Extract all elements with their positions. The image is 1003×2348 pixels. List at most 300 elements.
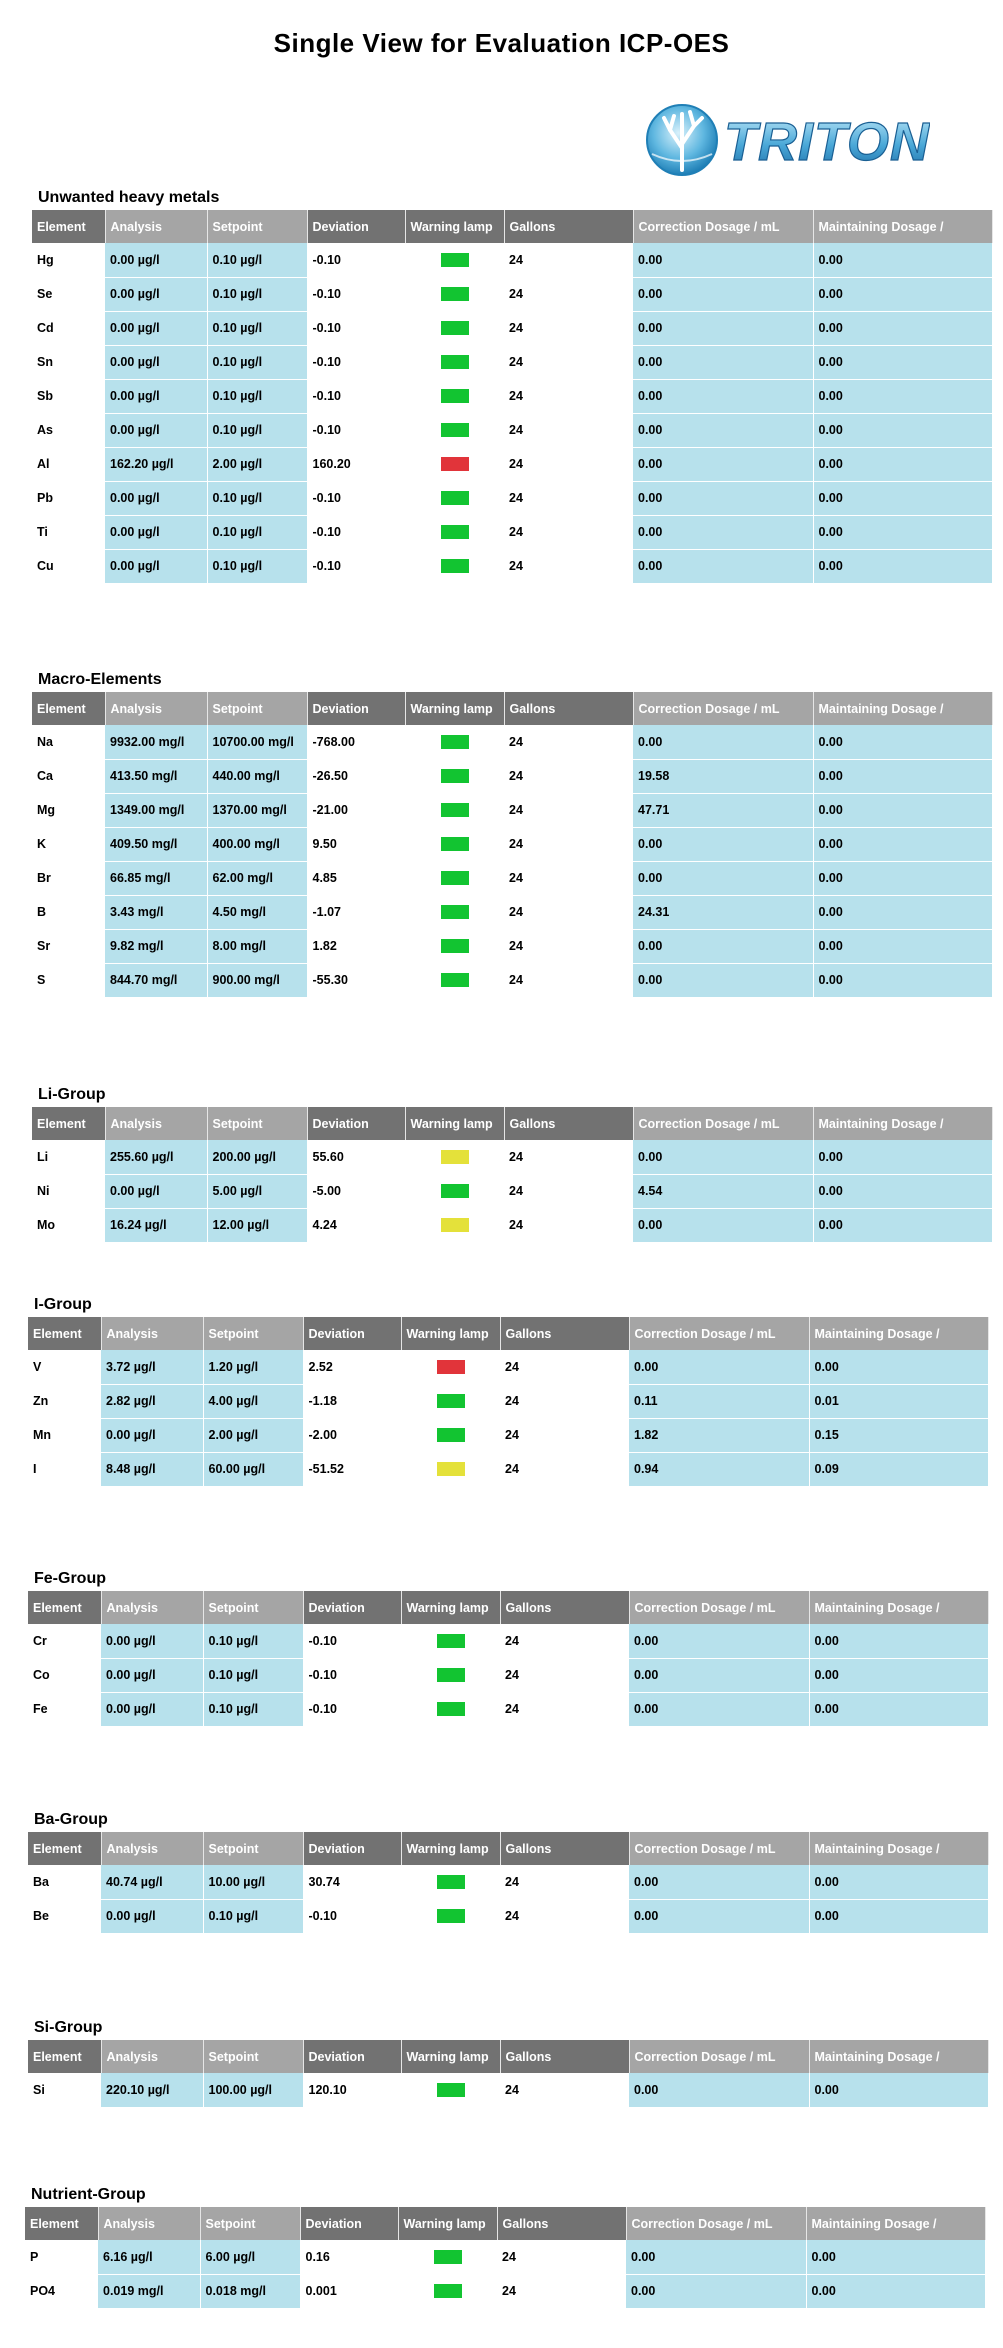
header-analysis: Analysis <box>105 692 207 725</box>
warning-lamp-cell <box>401 1418 500 1452</box>
warning-lamp-green <box>441 939 469 953</box>
warning-lamp-cell <box>401 1692 500 1726</box>
warning-lamp-cell <box>405 345 504 379</box>
warning-lamp-green <box>441 803 469 817</box>
element-cell: Sn <box>32 345 105 379</box>
element-cell: Ba <box>28 1865 101 1899</box>
table-row <box>32 413 992 447</box>
correction-dosage-cell: 0.00 <box>629 1658 809 1692</box>
table-row <box>28 1899 988 1933</box>
header-setpoint: Setpoint <box>203 1591 303 1624</box>
warning-lamp-cell <box>401 2073 500 2107</box>
element-cell: Ni <box>32 1174 105 1208</box>
table-header-row <box>28 1591 988 1624</box>
correction-dosage-cell: 0.00 <box>633 447 813 481</box>
deviation-cell: -55.30 <box>307 963 405 997</box>
warning-lamp-green <box>441 1184 469 1198</box>
maintaining-dosage-cell: 0.00 <box>813 895 992 929</box>
maintaining-dosage-cell: 0.00 <box>813 277 992 311</box>
section-nutrient-group <box>25 2183 985 2309</box>
header-gallons: Gallons <box>500 1317 629 1350</box>
setpoint-cell: 0.10 µg/l <box>207 481 307 515</box>
header-warning-lamp: Warning lamp <box>401 1832 500 1865</box>
element-cell: As <box>32 413 105 447</box>
triton-logo <box>640 96 930 182</box>
setpoint-cell: 100.00 µg/l <box>203 2073 303 2107</box>
gallons-cell: 24 <box>504 447 633 481</box>
warning-lamp-cell <box>405 243 504 277</box>
warning-lamp-green <box>437 1909 465 1923</box>
header-correction-dosage: Correction Dosage / mL <box>633 692 813 725</box>
element-cell: Zn <box>28 1384 101 1418</box>
setpoint-cell: 10700.00 mg/l <box>207 725 307 759</box>
header-deviation: Deviation <box>307 692 405 725</box>
warning-lamp-green <box>441 905 469 919</box>
correction-dosage-cell: 0.00 <box>633 345 813 379</box>
section-si-group <box>28 2016 988 2108</box>
element-cell: Be <box>28 1899 101 1933</box>
header-maintaining-dosage: Maintaining Dosage / <box>806 2207 985 2240</box>
section-title: Fe-Group <box>34 1570 106 1587</box>
warning-lamp-cell <box>405 379 504 413</box>
analysis-cell: 6.16 µg/l <box>98 2240 200 2274</box>
element-table <box>28 1832 989 1934</box>
header-maintaining-dosage: Maintaining Dosage / <box>809 1591 988 1624</box>
setpoint-cell: 0.10 µg/l <box>207 515 307 549</box>
table-row <box>32 277 992 311</box>
gallons-cell: 24 <box>500 1350 629 1384</box>
gallons-cell: 24 <box>500 1865 629 1899</box>
deviation-cell: 2.52 <box>303 1350 401 1384</box>
correction-dosage-cell: 0.00 <box>633 827 813 861</box>
element-cell: Ca <box>32 759 105 793</box>
header-element: Element <box>32 1107 105 1140</box>
gallons-cell: 24 <box>504 963 633 997</box>
setpoint-cell: 6.00 µg/l <box>200 2240 300 2274</box>
gallons-cell: 24 <box>500 1452 629 1486</box>
correction-dosage-cell: 0.00 <box>633 413 813 447</box>
header-maintaining-dosage: Maintaining Dosage / <box>809 1832 988 1865</box>
warning-lamp-green <box>437 1634 465 1648</box>
maintaining-dosage-cell: 0.00 <box>813 481 992 515</box>
warning-lamp-green <box>441 321 469 335</box>
gallons-cell: 24 <box>500 1692 629 1726</box>
warning-lamp-cell <box>405 861 504 895</box>
header-gallons: Gallons <box>500 2040 629 2073</box>
gallons-cell: 24 <box>500 1624 629 1658</box>
setpoint-cell: 1370.00 mg/l <box>207 793 307 827</box>
element-cell: Sb <box>32 379 105 413</box>
correction-dosage-cell: 19.58 <box>633 759 813 793</box>
setpoint-cell: 400.00 mg/l <box>207 827 307 861</box>
maintaining-dosage-cell: 0.00 <box>813 1208 992 1242</box>
maintaining-dosage-cell: 0.00 <box>813 243 992 277</box>
table-row <box>32 827 992 861</box>
warning-lamp-green <box>441 837 469 851</box>
setpoint-cell: 2.00 µg/l <box>203 1418 303 1452</box>
deviation-cell: -0.10 <box>307 481 405 515</box>
gallons-cell: 24 <box>497 2240 626 2274</box>
maintaining-dosage-cell: 0.00 <box>813 827 992 861</box>
header-warning-lamp: Warning lamp <box>401 2040 500 2073</box>
correction-dosage-cell: 0.00 <box>629 1350 809 1384</box>
table-row <box>28 1624 988 1658</box>
deviation-cell: 9.50 <box>307 827 405 861</box>
table-row <box>32 345 992 379</box>
table-row <box>32 549 992 583</box>
maintaining-dosage-cell: 0.09 <box>809 1452 988 1486</box>
maintaining-dosage-cell: 0.00 <box>813 963 992 997</box>
table-row <box>25 2240 985 2274</box>
analysis-cell: 0.019 mg/l <box>98 2274 200 2308</box>
gallons-cell: 24 <box>500 2073 629 2107</box>
table-row <box>28 1865 988 1899</box>
analysis-cell: 0.00 µg/l <box>105 549 207 583</box>
header-correction-dosage: Correction Dosage / mL <box>626 2207 806 2240</box>
table-row <box>32 481 992 515</box>
table-row <box>32 963 992 997</box>
setpoint-cell: 0.10 µg/l <box>203 1899 303 1933</box>
warning-lamp-green <box>441 559 469 573</box>
gallons-cell: 24 <box>497 2274 626 2308</box>
header-setpoint: Setpoint <box>203 2040 303 2073</box>
header-correction-dosage: Correction Dosage / mL <box>629 1832 809 1865</box>
gallons-cell: 24 <box>500 1899 629 1933</box>
correction-dosage-cell: 0.94 <box>629 1452 809 1486</box>
header-analysis: Analysis <box>101 1591 203 1624</box>
element-cell: Co <box>28 1658 101 1692</box>
setpoint-cell: 4.50 mg/l <box>207 895 307 929</box>
header-analysis: Analysis <box>101 2040 203 2073</box>
gallons-cell: 24 <box>504 827 633 861</box>
setpoint-cell: 1.20 µg/l <box>203 1350 303 1384</box>
header-deviation: Deviation <box>303 1591 401 1624</box>
table-row <box>32 379 992 413</box>
correction-dosage-cell: 0.00 <box>633 929 813 963</box>
header-deviation: Deviation <box>307 1107 405 1140</box>
deviation-cell: -0.10 <box>303 1658 401 1692</box>
deviation-cell: -2.00 <box>303 1418 401 1452</box>
correction-dosage-cell: 0.00 <box>629 1692 809 1726</box>
table-row <box>32 725 992 759</box>
table-row <box>32 895 992 929</box>
table-row <box>32 1140 992 1174</box>
deviation-cell: -51.52 <box>303 1452 401 1486</box>
warning-lamp-cell <box>405 725 504 759</box>
correction-dosage-cell: 0.00 <box>633 311 813 345</box>
setpoint-cell: 60.00 µg/l <box>203 1452 303 1486</box>
logo-text: TRITON <box>724 112 930 172</box>
analysis-cell: 0.00 µg/l <box>105 481 207 515</box>
analysis-cell: 40.74 µg/l <box>101 1865 203 1899</box>
warning-lamp-cell <box>401 1658 500 1692</box>
table-row <box>32 793 992 827</box>
maintaining-dosage-cell: 0.01 <box>809 1384 988 1418</box>
setpoint-cell: 0.10 µg/l <box>207 413 307 447</box>
setpoint-cell: 62.00 mg/l <box>207 861 307 895</box>
maintaining-dosage-cell: 0.00 <box>813 379 992 413</box>
element-cell: Fe <box>28 1692 101 1726</box>
warning-lamp-cell <box>405 1140 504 1174</box>
header-warning-lamp: Warning lamp <box>401 1591 500 1624</box>
section-title: Nutrient-Group <box>31 2186 146 2203</box>
warning-lamp-cell <box>405 759 504 793</box>
setpoint-cell: 0.018 mg/l <box>200 2274 300 2308</box>
warning-lamp-cell <box>401 1865 500 1899</box>
setpoint-cell: 0.10 µg/l <box>207 379 307 413</box>
header-maintaining-dosage: Maintaining Dosage / <box>813 1107 992 1140</box>
warning-lamp-yellow <box>437 1462 465 1476</box>
warning-lamp-cell <box>401 1384 500 1418</box>
table-header-row <box>32 692 992 725</box>
warning-lamp-green <box>437 1394 465 1408</box>
deviation-cell: -1.07 <box>307 895 405 929</box>
section-title: I-Group <box>34 1296 92 1313</box>
maintaining-dosage-cell: 0.00 <box>813 549 992 583</box>
warning-lamp-cell <box>405 1208 504 1242</box>
deviation-cell: -0.10 <box>303 1899 401 1933</box>
maintaining-dosage-cell: 0.00 <box>809 2073 988 2107</box>
header-element: Element <box>28 1317 101 1350</box>
maintaining-dosage-cell: 0.00 <box>809 1658 988 1692</box>
section-i-group <box>28 1293 988 1487</box>
deviation-cell: -0.10 <box>307 549 405 583</box>
correction-dosage-cell: 0.00 <box>633 379 813 413</box>
element-cell: Cu <box>32 549 105 583</box>
warning-lamp-red <box>441 457 469 471</box>
maintaining-dosage-cell: 0.00 <box>813 1174 992 1208</box>
header-maintaining-dosage: Maintaining Dosage / <box>813 210 992 243</box>
analysis-cell: 3.72 µg/l <box>101 1350 203 1384</box>
setpoint-cell: 0.10 µg/l <box>207 277 307 311</box>
section-macro-elements <box>32 668 992 998</box>
correction-dosage-cell: 0.00 <box>629 2073 809 2107</box>
maintaining-dosage-cell: 0.00 <box>806 2274 985 2308</box>
section-title: Ba-Group <box>34 1811 108 1828</box>
header-correction-dosage: Correction Dosage / mL <box>633 210 813 243</box>
element-cell: Hg <box>32 243 105 277</box>
warning-lamp-cell <box>405 447 504 481</box>
header-maintaining-dosage: Maintaining Dosage / <box>809 2040 988 2073</box>
element-table <box>25 2207 986 2309</box>
warning-lamp-cell <box>405 311 504 345</box>
warning-lamp-cell <box>405 549 504 583</box>
section-title: Li-Group <box>38 1086 106 1103</box>
table-header-row <box>32 1107 992 1140</box>
header-element: Element <box>28 1832 101 1865</box>
warning-lamp-green <box>441 253 469 267</box>
analysis-cell: 0.00 µg/l <box>101 1899 203 1933</box>
maintaining-dosage-cell: 0.00 <box>813 929 992 963</box>
header-maintaining-dosage: Maintaining Dosage / <box>809 1317 988 1350</box>
warning-lamp-green <box>441 871 469 885</box>
table-row <box>28 1658 988 1692</box>
header-warning-lamp: Warning lamp <box>405 692 504 725</box>
correction-dosage-cell: 0.00 <box>626 2274 806 2308</box>
gallons-cell: 24 <box>500 1384 629 1418</box>
header-warning-lamp: Warning lamp <box>405 210 504 243</box>
header-setpoint: Setpoint <box>207 1107 307 1140</box>
analysis-cell: 220.10 µg/l <box>101 2073 203 2107</box>
element-cell: Al <box>32 447 105 481</box>
setpoint-cell: 0.10 µg/l <box>207 311 307 345</box>
warning-lamp-cell <box>401 1899 500 1933</box>
header-gallons: Gallons <box>497 2207 626 2240</box>
analysis-cell: 162.20 µg/l <box>105 447 207 481</box>
warning-lamp-cell <box>405 277 504 311</box>
warning-lamp-green <box>437 2083 465 2097</box>
correction-dosage-cell: 0.00 <box>633 963 813 997</box>
correction-dosage-cell: 0.00 <box>633 1140 813 1174</box>
maintaining-dosage-cell: 0.15 <box>809 1418 988 1452</box>
table-row <box>28 1452 988 1486</box>
deviation-cell: 0.001 <box>300 2274 398 2308</box>
deviation-cell: 30.74 <box>303 1865 401 1899</box>
correction-dosage-cell: 0.00 <box>633 1208 813 1242</box>
warning-lamp-green <box>441 525 469 539</box>
header-correction-dosage: Correction Dosage / mL <box>629 2040 809 2073</box>
element-table <box>32 1107 993 1243</box>
setpoint-cell: 12.00 µg/l <box>207 1208 307 1242</box>
setpoint-cell: 8.00 mg/l <box>207 929 307 963</box>
setpoint-cell: 10.00 µg/l <box>203 1865 303 1899</box>
gallons-cell: 24 <box>504 413 633 447</box>
correction-dosage-cell: 0.00 <box>633 481 813 515</box>
table-header-row <box>28 2040 988 2073</box>
warning-lamp-cell <box>405 929 504 963</box>
analysis-cell: 409.50 mg/l <box>105 827 207 861</box>
warning-lamp-green <box>441 973 469 987</box>
table-row <box>28 2073 988 2107</box>
element-cell: Mn <box>28 1418 101 1452</box>
header-analysis: Analysis <box>101 1832 203 1865</box>
element-cell: Mg <box>32 793 105 827</box>
header-element: Element <box>25 2207 98 2240</box>
warning-lamp-cell <box>405 827 504 861</box>
header-gallons: Gallons <box>500 1832 629 1865</box>
deviation-cell: 1.82 <box>307 929 405 963</box>
deviation-cell: -0.10 <box>307 379 405 413</box>
correction-dosage-cell: 0.00 <box>629 1899 809 1933</box>
element-table <box>32 210 993 584</box>
warning-lamp-yellow <box>441 1150 469 1164</box>
element-table <box>28 1591 989 1727</box>
setpoint-cell: 2.00 µg/l <box>207 447 307 481</box>
header-correction-dosage: Correction Dosage / mL <box>629 1317 809 1350</box>
correction-dosage-cell: 0.00 <box>633 861 813 895</box>
table-row <box>32 929 992 963</box>
element-cell: Sr <box>32 929 105 963</box>
warning-lamp-green <box>441 355 469 369</box>
analysis-cell: 0.00 µg/l <box>101 1692 203 1726</box>
maintaining-dosage-cell: 0.00 <box>809 1899 988 1933</box>
coral-globe-icon <box>640 96 930 182</box>
header-deviation: Deviation <box>303 2040 401 2073</box>
setpoint-cell: 0.10 µg/l <box>203 1692 303 1726</box>
gallons-cell: 24 <box>500 1418 629 1452</box>
analysis-cell: 0.00 µg/l <box>101 1658 203 1692</box>
analysis-cell: 2.82 µg/l <box>101 1384 203 1418</box>
warning-lamp-cell <box>405 515 504 549</box>
maintaining-dosage-cell: 0.00 <box>813 759 992 793</box>
gallons-cell: 24 <box>504 929 633 963</box>
analysis-cell: 0.00 µg/l <box>105 277 207 311</box>
header-gallons: Gallons <box>504 1107 633 1140</box>
analysis-cell: 0.00 µg/l <box>105 345 207 379</box>
warning-lamp-green <box>437 1875 465 1889</box>
table-row <box>25 2274 985 2308</box>
warning-lamp-cell <box>401 1452 500 1486</box>
maintaining-dosage-cell: 0.00 <box>813 861 992 895</box>
warning-lamp-cell <box>405 793 504 827</box>
element-cell: Pb <box>32 481 105 515</box>
deviation-cell: -0.10 <box>303 1692 401 1726</box>
header-deviation: Deviation <box>300 2207 398 2240</box>
deviation-cell: 4.24 <box>307 1208 405 1242</box>
analysis-cell: 8.48 µg/l <box>101 1452 203 1486</box>
deviation-cell: 0.16 <box>300 2240 398 2274</box>
header-analysis: Analysis <box>105 210 207 243</box>
gallons-cell: 24 <box>504 725 633 759</box>
element-cell: K <box>32 827 105 861</box>
warning-lamp-cell <box>398 2274 497 2308</box>
page-title: Single View for Evaluation ICP-OES <box>273 28 730 58</box>
gallons-cell: 24 <box>504 1208 633 1242</box>
header-setpoint: Setpoint <box>203 1317 303 1350</box>
correction-dosage-cell: 0.00 <box>629 1624 809 1658</box>
deviation-cell: -0.10 <box>307 413 405 447</box>
element-cell: Ti <box>32 515 105 549</box>
table-row <box>32 1208 992 1242</box>
setpoint-cell: 200.00 µg/l <box>207 1140 307 1174</box>
header-deviation: Deviation <box>303 1832 401 1865</box>
gallons-cell: 24 <box>504 515 633 549</box>
maintaining-dosage-cell: 0.00 <box>809 1350 988 1384</box>
header-setpoint: Setpoint <box>207 210 307 243</box>
analysis-cell: 255.60 µg/l <box>105 1140 207 1174</box>
header-warning-lamp: Warning lamp <box>398 2207 497 2240</box>
warning-lamp-cell <box>398 2240 497 2274</box>
analysis-cell: 0.00 µg/l <box>101 1418 203 1452</box>
gallons-cell: 24 <box>504 861 633 895</box>
warning-lamp-green <box>441 389 469 403</box>
analysis-cell: 9.82 mg/l <box>105 929 207 963</box>
maintaining-dosage-cell: 0.00 <box>813 515 992 549</box>
section-fe-group <box>28 1567 988 1727</box>
deviation-cell: -0.10 <box>303 1624 401 1658</box>
warning-lamp-green <box>437 1428 465 1442</box>
setpoint-cell: 0.10 µg/l <box>203 1658 303 1692</box>
gallons-cell: 24 <box>504 379 633 413</box>
setpoint-cell: 5.00 µg/l <box>207 1174 307 1208</box>
section-ba-group <box>28 1808 988 1934</box>
header-gallons: Gallons <box>500 1591 629 1624</box>
element-cell: Mo <box>32 1208 105 1242</box>
header-element: Element <box>32 210 105 243</box>
analysis-cell: 0.00 µg/l <box>105 311 207 345</box>
table-row <box>32 1174 992 1208</box>
gallons-cell: 24 <box>504 1140 633 1174</box>
gallons-cell: 24 <box>504 481 633 515</box>
analysis-cell: 66.85 mg/l <box>105 861 207 895</box>
warning-lamp-cell <box>401 1350 500 1384</box>
header-deviation: Deviation <box>303 1317 401 1350</box>
warning-lamp-cell <box>405 895 504 929</box>
deviation-cell: 160.20 <box>307 447 405 481</box>
setpoint-cell: 0.10 µg/l <box>207 549 307 583</box>
element-cell: Li <box>32 1140 105 1174</box>
correction-dosage-cell: 0.00 <box>626 2240 806 2274</box>
